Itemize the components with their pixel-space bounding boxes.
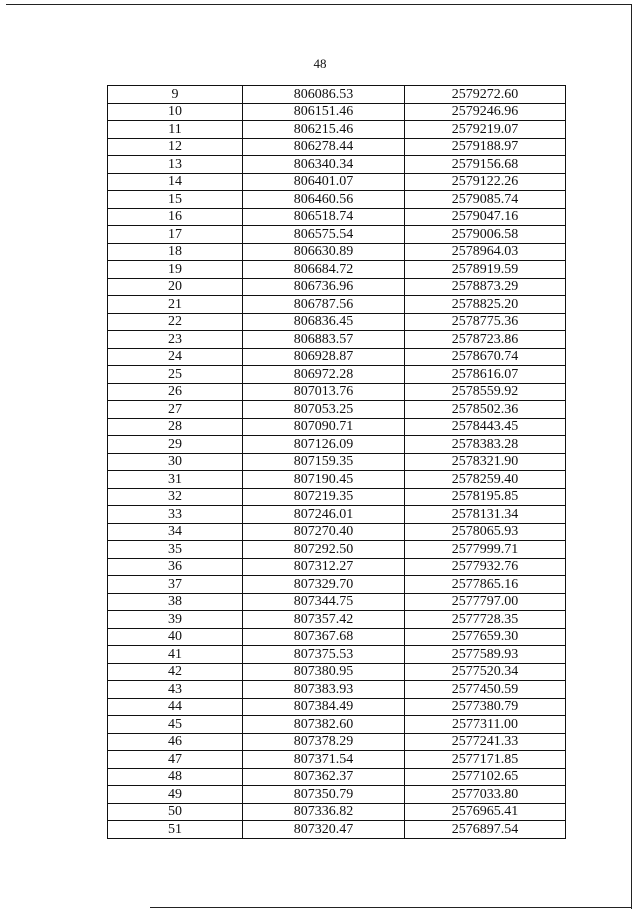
point-number-cell: 29 xyxy=(108,436,243,454)
y-coordinate-cell: 2577999.71 xyxy=(405,541,566,559)
y-coordinate-cell: 2577589.93 xyxy=(405,646,566,664)
x-coordinate-cell: 807219.35 xyxy=(243,488,405,506)
table-row xyxy=(108,593,566,611)
point-number-cell: 45 xyxy=(108,716,243,734)
table-row xyxy=(108,418,566,436)
x-coordinate-cell: 807246.01 xyxy=(243,506,405,524)
table-row xyxy=(108,558,566,576)
x-coordinate-cell: 807292.50 xyxy=(243,541,405,559)
point-number-cell: 25 xyxy=(108,366,243,384)
x-coordinate-cell: 807382.60 xyxy=(243,716,405,734)
table-row xyxy=(108,401,566,419)
table-row xyxy=(108,628,566,646)
point-number-cell: 9 xyxy=(108,86,243,104)
point-number-cell: 11 xyxy=(108,121,243,139)
coordinates-table-body xyxy=(108,86,566,839)
table-row xyxy=(108,121,566,139)
y-coordinate-cell: 2579156.68 xyxy=(405,156,566,174)
table-row xyxy=(108,243,566,261)
point-number-cell: 28 xyxy=(108,418,243,436)
point-number-cell: 30 xyxy=(108,453,243,471)
x-coordinate-cell: 807383.93 xyxy=(243,681,405,699)
y-coordinate-cell: 2579272.60 xyxy=(405,86,566,104)
point-number-cell: 47 xyxy=(108,751,243,769)
y-coordinate-cell: 2577033.80 xyxy=(405,786,566,804)
table-row xyxy=(108,471,566,489)
y-coordinate-cell: 2577932.76 xyxy=(405,558,566,576)
x-coordinate-cell: 807378.29 xyxy=(243,733,405,751)
y-coordinate-cell: 2577171.85 xyxy=(405,751,566,769)
y-coordinate-cell: 2578775.36 xyxy=(405,313,566,331)
x-coordinate-cell: 806736.96 xyxy=(243,278,405,296)
table-row xyxy=(108,331,566,349)
point-number-cell: 32 xyxy=(108,488,243,506)
table-row xyxy=(108,436,566,454)
table-row xyxy=(108,191,566,209)
point-number-cell: 50 xyxy=(108,803,243,821)
x-coordinate-cell: 806787.56 xyxy=(243,296,405,314)
y-coordinate-cell: 2578195.85 xyxy=(405,488,566,506)
point-number-cell: 43 xyxy=(108,681,243,699)
y-coordinate-cell: 2577797.00 xyxy=(405,593,566,611)
y-coordinate-cell: 2578670.74 xyxy=(405,348,566,366)
table-row xyxy=(108,768,566,786)
table-row xyxy=(108,698,566,716)
point-number-cell: 14 xyxy=(108,173,243,191)
table-row xyxy=(108,576,566,594)
coordinates-table xyxy=(107,85,566,839)
table-row xyxy=(108,716,566,734)
table-row xyxy=(108,821,566,839)
x-coordinate-cell: 807013.76 xyxy=(243,383,405,401)
table-row xyxy=(108,663,566,681)
y-coordinate-cell: 2579006.58 xyxy=(405,226,566,244)
x-coordinate-cell: 806401.07 xyxy=(243,173,405,191)
point-number-cell: 22 xyxy=(108,313,243,331)
point-number-cell: 16 xyxy=(108,208,243,226)
x-coordinate-cell: 806684.72 xyxy=(243,261,405,279)
point-number-cell: 21 xyxy=(108,296,243,314)
table-row xyxy=(108,103,566,121)
x-coordinate-cell: 807329.70 xyxy=(243,576,405,594)
point-number-cell: 18 xyxy=(108,243,243,261)
x-coordinate-cell: 807336.82 xyxy=(243,803,405,821)
x-coordinate-cell: 806630.89 xyxy=(243,243,405,261)
x-coordinate-cell: 806151.46 xyxy=(243,103,405,121)
x-coordinate-cell: 806928.87 xyxy=(243,348,405,366)
point-number-cell: 42 xyxy=(108,663,243,681)
y-coordinate-cell: 2576965.41 xyxy=(405,803,566,821)
point-number-cell: 31 xyxy=(108,471,243,489)
x-coordinate-cell: 806836.45 xyxy=(243,313,405,331)
point-number-cell: 36 xyxy=(108,558,243,576)
x-coordinate-cell: 807270.40 xyxy=(243,523,405,541)
x-coordinate-cell: 806972.28 xyxy=(243,366,405,384)
x-coordinate-cell: 807126.09 xyxy=(243,436,405,454)
table-row xyxy=(108,226,566,244)
y-coordinate-cell: 2578919.59 xyxy=(405,261,566,279)
y-coordinate-cell: 2577659.30 xyxy=(405,628,566,646)
y-coordinate-cell: 2579246.96 xyxy=(405,103,566,121)
point-number-cell: 20 xyxy=(108,278,243,296)
y-coordinate-cell: 2578964.03 xyxy=(405,243,566,261)
point-number-cell: 41 xyxy=(108,646,243,664)
table-row xyxy=(108,646,566,664)
table-row xyxy=(108,348,566,366)
table-row xyxy=(108,173,566,191)
table-row xyxy=(108,313,566,331)
y-coordinate-cell: 2577102.65 xyxy=(405,768,566,786)
point-number-cell: 34 xyxy=(108,523,243,541)
point-number-cell: 33 xyxy=(108,506,243,524)
point-number-cell: 27 xyxy=(108,401,243,419)
table-row xyxy=(108,803,566,821)
y-coordinate-cell: 2577311.00 xyxy=(405,716,566,734)
y-coordinate-cell: 2578616.07 xyxy=(405,366,566,384)
point-number-cell: 40 xyxy=(108,628,243,646)
point-number-cell: 19 xyxy=(108,261,243,279)
point-number-cell: 38 xyxy=(108,593,243,611)
point-number-cell: 35 xyxy=(108,541,243,559)
table-row xyxy=(108,366,566,384)
x-coordinate-cell: 807367.68 xyxy=(243,628,405,646)
x-coordinate-cell: 807190.45 xyxy=(243,471,405,489)
table-row xyxy=(108,681,566,699)
x-coordinate-cell: 807362.37 xyxy=(243,768,405,786)
x-coordinate-cell: 807344.75 xyxy=(243,593,405,611)
point-number-cell: 46 xyxy=(108,733,243,751)
point-number-cell: 51 xyxy=(108,821,243,839)
y-coordinate-cell: 2578259.40 xyxy=(405,471,566,489)
y-coordinate-cell: 2578065.93 xyxy=(405,523,566,541)
point-number-cell: 39 xyxy=(108,611,243,629)
x-coordinate-cell: 806518.74 xyxy=(243,208,405,226)
table-row xyxy=(108,296,566,314)
table-row xyxy=(108,261,566,279)
y-coordinate-cell: 2578723.86 xyxy=(405,331,566,349)
table-row xyxy=(108,383,566,401)
point-number-cell: 26 xyxy=(108,383,243,401)
table-row xyxy=(108,786,566,804)
x-coordinate-cell: 807090.71 xyxy=(243,418,405,436)
y-coordinate-cell: 2579188.97 xyxy=(405,138,566,156)
table-row xyxy=(108,156,566,174)
y-coordinate-cell: 2579047.16 xyxy=(405,208,566,226)
x-coordinate-cell: 807371.54 xyxy=(243,751,405,769)
y-coordinate-cell: 2578321.90 xyxy=(405,453,566,471)
y-coordinate-cell: 2577520.34 xyxy=(405,663,566,681)
x-coordinate-cell: 807357.42 xyxy=(243,611,405,629)
x-coordinate-cell: 807053.25 xyxy=(243,401,405,419)
y-coordinate-cell: 2578443.45 xyxy=(405,418,566,436)
point-number-cell: 24 xyxy=(108,348,243,366)
x-coordinate-cell: 806460.56 xyxy=(243,191,405,209)
table-row xyxy=(108,488,566,506)
table-row xyxy=(108,86,566,104)
x-coordinate-cell: 806340.34 xyxy=(243,156,405,174)
y-coordinate-cell: 2579122.26 xyxy=(405,173,566,191)
x-coordinate-cell: 806883.57 xyxy=(243,331,405,349)
y-coordinate-cell: 2578383.28 xyxy=(405,436,566,454)
y-coordinate-cell: 2578502.36 xyxy=(405,401,566,419)
y-coordinate-cell: 2578873.29 xyxy=(405,278,566,296)
x-coordinate-cell: 807312.27 xyxy=(243,558,405,576)
y-coordinate-cell: 2579085.74 xyxy=(405,191,566,209)
point-number-cell: 49 xyxy=(108,786,243,804)
y-coordinate-cell: 2577450.59 xyxy=(405,681,566,699)
point-number-cell: 12 xyxy=(108,138,243,156)
point-number-cell: 37 xyxy=(108,576,243,594)
y-coordinate-cell: 2577728.35 xyxy=(405,611,566,629)
point-number-cell: 44 xyxy=(108,698,243,716)
y-coordinate-cell: 2577241.33 xyxy=(405,733,566,751)
point-number-cell: 10 xyxy=(108,103,243,121)
table-row xyxy=(108,138,566,156)
y-coordinate-cell: 2579219.07 xyxy=(405,121,566,139)
y-coordinate-cell: 2578559.92 xyxy=(405,383,566,401)
x-coordinate-cell: 807320.47 xyxy=(243,821,405,839)
bottom-rule xyxy=(150,907,632,908)
x-coordinate-cell: 807375.53 xyxy=(243,646,405,664)
x-coordinate-cell: 807350.79 xyxy=(243,786,405,804)
x-coordinate-cell: 806215.46 xyxy=(243,121,405,139)
y-coordinate-cell: 2577865.16 xyxy=(405,576,566,594)
x-coordinate-cell: 807380.95 xyxy=(243,663,405,681)
point-number-cell: 13 xyxy=(108,156,243,174)
x-coordinate-cell: 806575.54 xyxy=(243,226,405,244)
table-row xyxy=(108,278,566,296)
table-row xyxy=(108,523,566,541)
page-number: 48 xyxy=(313,56,327,71)
y-coordinate-cell: 2576897.54 xyxy=(405,821,566,839)
x-coordinate-cell: 806086.53 xyxy=(243,86,405,104)
y-coordinate-cell: 2577380.79 xyxy=(405,698,566,716)
table-row xyxy=(108,506,566,524)
point-number-cell: 48 xyxy=(108,768,243,786)
y-coordinate-cell: 2578825.20 xyxy=(405,296,566,314)
table-row xyxy=(108,541,566,559)
x-coordinate-cell: 807159.35 xyxy=(243,453,405,471)
table-row xyxy=(108,208,566,226)
x-coordinate-cell: 807384.49 xyxy=(243,698,405,716)
table-row xyxy=(108,733,566,751)
point-number-cell: 15 xyxy=(108,191,243,209)
table-row xyxy=(108,453,566,471)
x-coordinate-cell: 806278.44 xyxy=(243,138,405,156)
point-number-cell: 17 xyxy=(108,226,243,244)
table-row xyxy=(108,751,566,769)
y-coordinate-cell: 2578131.34 xyxy=(405,506,566,524)
table-row xyxy=(108,611,566,629)
point-number-cell: 23 xyxy=(108,331,243,349)
